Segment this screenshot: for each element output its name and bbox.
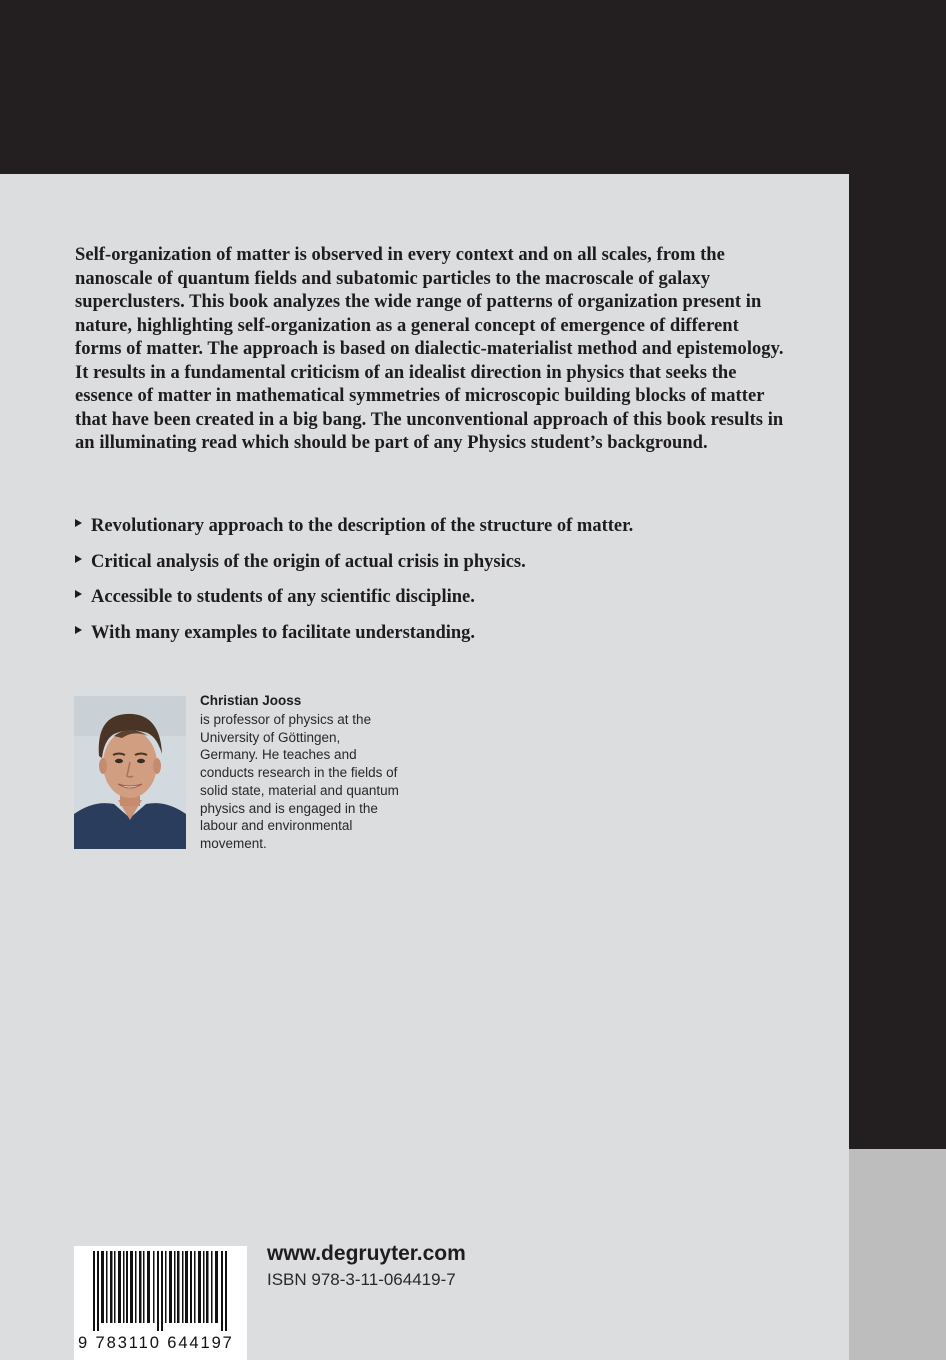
triangle-bullet-icon	[75, 590, 82, 598]
author-photo	[74, 696, 186, 849]
feature-item	[75, 621, 633, 657]
author-bio: is professor of physics at the University of Göttingen, Germany. He teaches and conducts research in the fields of solid state, material and quantum physics and is engaged in the labour and environmental movement.	[200, 712, 399, 851]
feature-text: Critical analysis of the origin of actual crisis in physics.	[91, 551, 526, 572]
dark-top-band	[0, 0, 946, 174]
book-description: Self-organization of matter is observed in every context and on all scales, from the nanoscale of quantum fields and subatomic particles to the macroscale of galaxy superclusters. This book analyzes the wide range of patterns of organization present in nature, highlighting self-organization as a general concept of emergence of different forms of matter. The approach is based on dialectic-materialist method and epistemology. It results in a fundamental criticism of an idealist direction in physics that seeks the essence of matter in mathematical symmetries of microscopic building blocks of matter that have been created in a big bang. The unconventional approach of this book results in an illuminating read which should be part of any Physics student’s background.	[75, 245, 784, 453]
feature-item	[75, 585, 633, 621]
publisher-website[interactable]: www.degruyter.com	[267, 1242, 466, 1265]
barcode-bars-icon	[93, 1251, 233, 1331]
barcode-digits: 9 783110 644197	[78, 1334, 234, 1352]
feature-text: With many examples to facilitate understanding.	[91, 622, 476, 643]
dark-right-band	[849, 174, 946, 1149]
triangle-bullet-icon	[75, 519, 82, 527]
feature-item	[75, 550, 633, 586]
back-cover	[0, 174, 849, 1360]
feature-list	[75, 514, 633, 656]
author-name: Christian Jooss	[200, 693, 302, 708]
feature-text: Revolutionary approach to the description of the structure of matter.	[91, 516, 634, 536]
feature-item	[75, 514, 633, 550]
grey-right-strip	[849, 1149, 946, 1360]
isbn-number: ISBN 978-3-11-064419-7	[267, 1270, 456, 1289]
feature-text: Accessible to students of any scientific discipline.	[91, 587, 475, 607]
triangle-bullet-icon	[75, 626, 82, 634]
isbn-barcode	[74, 1246, 247, 1360]
triangle-bullet-icon	[75, 555, 82, 563]
